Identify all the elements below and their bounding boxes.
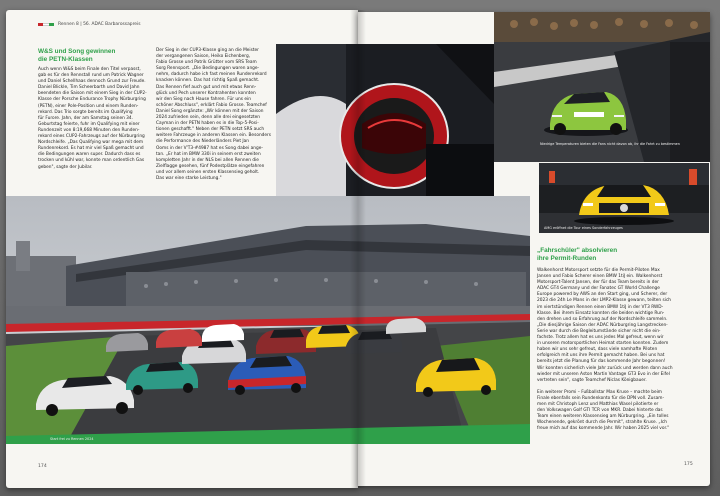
caption-yellow-car: AMG eröffnet die Tour eines Sonderfahrzeuges (544, 226, 623, 230)
flag-stripe-green (49, 23, 54, 26)
article-headline-left: W&S und Song gewinnen die PETN-Klassen (38, 48, 116, 63)
flag-icon (38, 23, 54, 26)
section-label: Rennen 8 | 56. ADAC Barbarossapreis (58, 22, 141, 27)
page-number-left: 174 (38, 464, 47, 469)
article-column-right: Walkenhorst Motorsport setzte für die Permit-Piloten Max Jansen und Fabio Scherer einen BMW 1tiJ ein. Walkenhorst Motorsport-Talent Jansen, der für das Team bereits in der ADAC GT4 Germany und der Fanatec GT World Challenge Europe powered by AWS an den Start ging, und Scherer, der 2023 die 24h Le Mans in der LMP2-Klasse gewann, teilten sich im viertstündigen Rennen einen BMW 1tiJ in der VT3 RWD- Klasse. Bei ihrem Einsatz konnten die beiden wichtige Run- den drehen und so Erfahrung auf der Nordschleife sammeln. „Die diesjährige Saison der ADAC Nürburgring Langstrecken- Serie war durch die Begleitumstände sicher nicht die ein- fachste. Trotz allem hat es uns jedes Mal gefreut, wenn wir in unseren motorsportlichen Heimat starten konnten. Zudem haben wir uns sehr gefreut, dass viele namhafte Piloten erfolgreich mit uns ihre Permit gemacht haben. Bei uns hat bereits jetzt die Planung für das kommende Jahr begonnen! Wir konnten sicherlich viele Jahr zurück und werden dann auch wieder mit unseren Aston Martin Vantage GT3 Evo in der Eifel vertreten sein", sagte Teamchef Niclas Königbauer. Ein weiterer Promi – Fußballstar Max Kruse – machte beim Finale ebenfalls sein Rundenkonto für die DPN voll. Zusam- men mit Christoph Lenz und Matthias Wasel pilotierte er den Volkswagen Golf GTI TCR von MKR. Dabei hinterte das Team einen weiteren Klassensieg am Nürburgring. „Ein tolles Wochenende, gekrönt durch die Permit", strahlte Kruse. „Ich freue mich auf das kommende Jahr. Wir haben 2025 viel vor." (537, 268, 673, 432)
spine-shadow (350, 10, 366, 488)
helmet-photo (276, 44, 494, 196)
page-header (38, 22, 141, 27)
page-number-right: 175 (684, 462, 693, 467)
green-car-photo (494, 12, 710, 162)
race-start-photo (6, 196, 530, 444)
article-column-1: Auch wenn W&S beim Finale den Titel verpasst, gab es für den Rennstall rund um Patrick Wagner und Daniel Schellhaas dennoch Grund zur Freude. Daniel Blickle, Tim Scheerbarth und David Jahn beendeten die Saison mit einem Sieg in der CUP2- Klasse der Porsche Endurance Trophy Nürburgring (PETN), einer Pole-Position und einem Runden- rekord. Das Trio sorgte bereits im Qualifying für Furore. Jahn, der am Samstag seinen 34. Geburtstag feierte, fuhr im Qualifying mit einer Rundenzeit von 8:19,668 Minuten den Runden- rekord eines CUP2-Fahrzeugs auf der Nürburgring Nordschleife. „Das Qualifying war mega mit dem Rundenrekord. Es hat mir viel Spaß gemacht und die Bedingungen waren super. Dadurch dass es trocken und kühl war, konnte man ordentlich Gas geben", sagte der Jubilar. (38, 67, 147, 170)
yellow-car-photo (539, 163, 709, 233)
article-headline-right: „Fahrschüler" absolvieren ihre Permit-Runden (537, 247, 618, 262)
caption-start: Start frei zu Rennen 2024 (50, 437, 94, 441)
article-column-2: Der Sieg in der CUP3-Klasse ging an die Meister der vergangenen Saison, Heiko Eichenberg, Fabio Grosse und Patrik Grütter vom SRS Team Sorg Rennsport. „Die Bedingungen waren ange- nehm, dadurch habe ich fast meinen Rundenrekord knacken können. Das hat richtig Spaß gemacht. Das Rennen fief auch gut und mit etwas Renn- glück und Pech unserer Kontrahenten konnten wir den Sieg nach Hause fahren. Für uns ein schöner Abschluss", erklärt Fabio Grosse. Teamchef Daniel Song ergänzte: „Wir können mit der Saison 2024 zufrieden sein, denn alle drei eingesetzten Cayman in der PETN haben es in die Top-5-Posi- tionen geschafft." Neben der PETN setzt SRS auch weitere Fahrzeuge in anderen Klassen ein. Besonders die Performance des Niederländers Piet Jan Ooms in der V'T3-#4987 hat es Song dabei ange- tan. „Er hat im BMW 330i in seinem erst zweiten kompletten Jahr in der NLS bei allen Rennen die Zielflagge gesehen, fünf Podestplätze eingefahren und vor allem seinen ersten Klassensieg geholt. Das war eine starke Leistung." (156, 48, 272, 181)
caption-green-car: Niedrige Temperaturen bieten die Fans nicht davon ab, ihr die Fahrt zu bestimmen (540, 142, 680, 146)
